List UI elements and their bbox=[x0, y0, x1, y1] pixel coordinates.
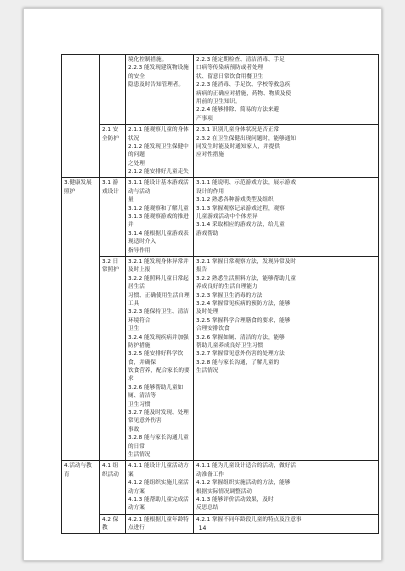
table-row bbox=[62, 178, 379, 257]
table-cell: 4.2.1 掌握不同年龄段儿童的特点及注意事 bbox=[194, 514, 379, 534]
table-row bbox=[62, 55, 379, 125]
table-cell: 2.3.1 识别儿童身体状况是否正常 2.3.2 在卫生保健出现问题时，能够通知 同发生时能及时通知家人，并提供 应对性措施 bbox=[194, 125, 379, 178]
table-cell: 境化控制措施。 2.2.3 能发现建筑物设施的安全 隐患及时告知管理者。 bbox=[126, 55, 194, 125]
table-cell: 4.1.1 能为儿童设计适合的活动，做好活 动准备工作 4.1.2 掌握组织实施活动的方法，能够 根据实际情况调整活动 4.1.3 能够评价活动效果，及时 反思总结 bbox=[194, 461, 379, 514]
table-cell: 3.1 游戏设计 bbox=[100, 178, 126, 257]
table-cell: 3.1.1 能说明、示范游戏方法，展示游戏 设计的作用 3.1.2 熟悉各种游戏类型及组织 3.1.3 掌握观察记录游戏过程，观察 儿童游戏活动中个体差异 3.1.4 采取相应的游戏方法，给儿童 游戏帮助 bbox=[194, 178, 379, 257]
page-number: 14 bbox=[198, 525, 207, 532]
table-cell: 3.2.1 能发现身体异常并及时上报 3.2.2 能照料儿童日常起居生活 习惯、正确使用生活自理工具 3.2.3 能保持卫生、清洁环境符合 卫生 3.2.4 能发现疾病并加强 防护措施 3.2.5 能安排好科学饮食，并确保 饮食营养，配合家长的要求 3.2.6 能够帮助儿童如厕、清洁等 卫生习惯 3.2.7 能及时发现、处理常见意外伤害 事故 3.2.8 能与家长沟通儿童的日常 生活情况 bbox=[126, 256, 194, 460]
table-cell: 3.1.1 能设计基本游戏活动与活动 量 3.1.2 能观察和了解儿童 3.1.3 能观察游戏的推进并 3.1.4 能根据儿童游戏表现适时介入 指导作用 bbox=[126, 178, 194, 257]
table-cell: 4.1.1 能设计儿童活动方案 4.1.2 能组织实施儿童活动方案 4.1.3 能帮助儿童完成活动方案 bbox=[126, 461, 194, 514]
table-cell: 2.1 安全防护 bbox=[100, 125, 126, 178]
table-cell: 3.2 日常照护 bbox=[100, 256, 126, 460]
table-cell bbox=[62, 55, 100, 178]
table-cell: 4.2 保教 bbox=[100, 514, 126, 534]
table-cell: 2.1.1 能观察儿童的身体状况 2.1.2 能发现卫生保健中的问题 之处理 2.1.2 能安排好儿童走失 bbox=[126, 125, 194, 178]
table-cell: 4.1 组织活动 bbox=[100, 461, 126, 514]
table-row bbox=[62, 461, 379, 514]
table-row bbox=[62, 256, 379, 460]
document-page bbox=[23, 8, 382, 561]
table-cell: 3.2.1 掌握日常观察方法，发现异常及时 报告 3.2.2 熟悉生活照料方法，能够帮助儿童 养成良好的生活自理能力 3.2.3 掌握卫生消毒的方法 3.2.4 掌握常见疾病的预防方法，能够 及时处理 3.2.5 掌握科学合理膳食的要求，能够 合理安排饮食 3.2.6 掌握如厕、清洁的方法，能够 帮助儿童养成良好卫生习惯 3.2.7 掌握常见意外伤害的处理方法 3.2.8 能与家长沟通，了解儿童的 生活情况 bbox=[194, 256, 379, 460]
table-cell: 4.活动与教育 bbox=[62, 461, 100, 534]
table-cell bbox=[100, 55, 126, 125]
table-row bbox=[62, 125, 379, 178]
competency-table bbox=[61, 54, 379, 534]
table-cell: 3.健康发展照护 bbox=[62, 178, 100, 461]
table-cell: 4.2.1 能根据儿童年龄特点进行 bbox=[126, 514, 194, 534]
table-cell: 2.2.3 能定期检查、清洁消毒、手足 口病等传染病预防或者处理 状、留意日常饮食用餐卫生 2.2.3 能消毒、手足饮、学校等救急疾 病病的正确应对措施，药物、物质及使 用前的卫生知识。 2.2.4 能够排除、简易的方法来避 产事项 bbox=[194, 55, 379, 125]
